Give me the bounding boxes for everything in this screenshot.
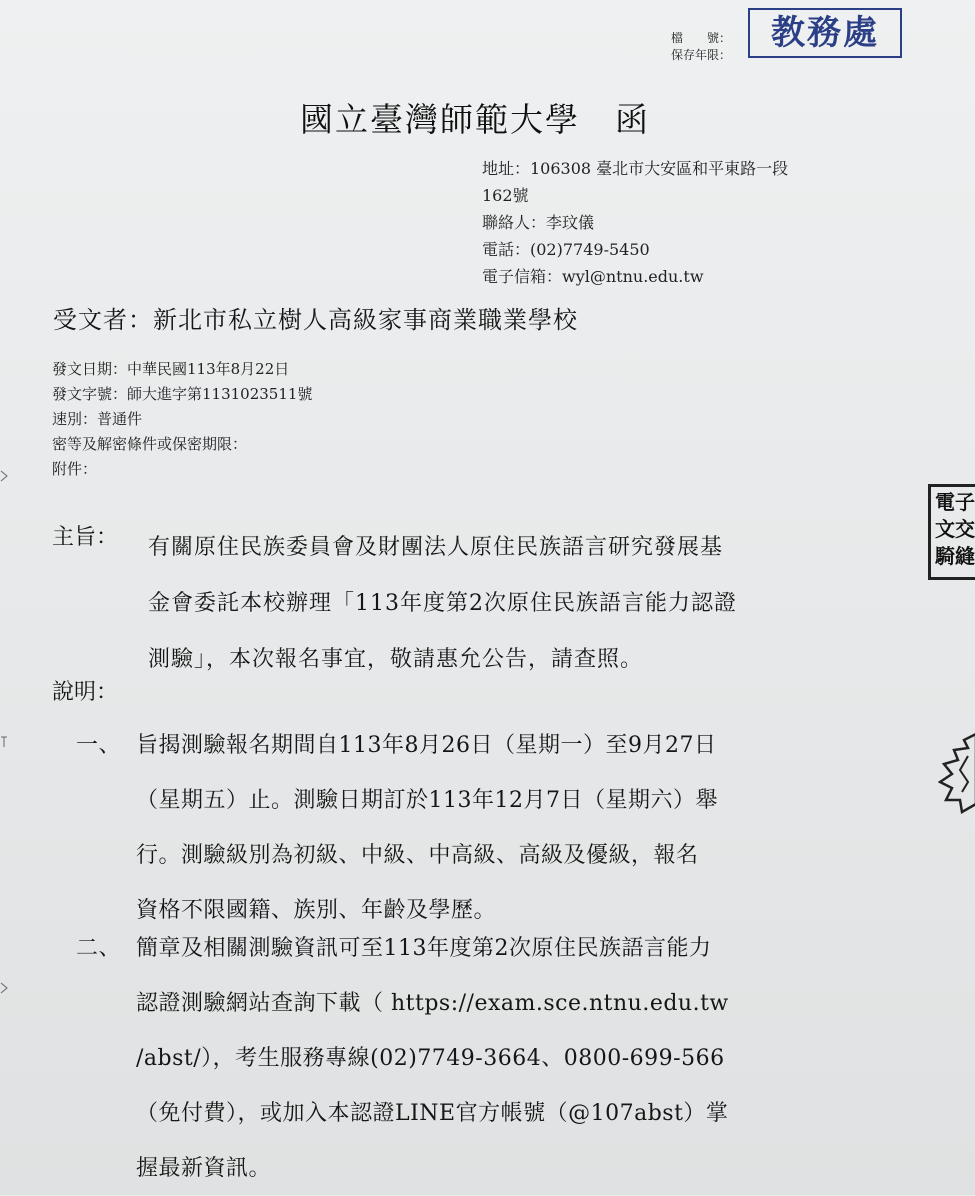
subject-line: 測驗」，本次報名事宜，敬請惠允公告，請查照。: [148, 647, 644, 672]
secrecy-level: 密等及解密條件或保密期限：: [52, 435, 248, 453]
email: 電子信箱：wyl@ntnu.edu.tw: [482, 267, 704, 286]
address-line-2: 162號: [482, 186, 529, 205]
item-line: 握最新資訊。: [136, 1156, 272, 1181]
seam-stamp: [928, 484, 975, 580]
explanation-label: 說明：: [52, 680, 119, 705]
item-body: [136, 718, 718, 938]
phone: 電話：(02)7749-5450: [482, 240, 650, 259]
seam-stamp-line: 騎縫: [935, 544, 975, 568]
item-number: 二、: [76, 936, 122, 961]
item-line: （免付費），或加入本認證LINE官方帳號（@107abst）掌: [136, 1101, 729, 1126]
document-meta: [52, 357, 312, 482]
document-number: 發文字號：師大進字第1131023511號: [52, 385, 313, 403]
filing-labels: [671, 30, 731, 64]
address-line-1: 地址：106308 臺北市大安區和平東路一段: [482, 159, 789, 178]
binding-mark: [0, 982, 8, 997]
retention-label: 保存年限：: [671, 48, 732, 62]
subject-label: 主旨：: [52, 525, 119, 550]
item-line: 行。測驗級別為初級、中級、中高級、高級及優級，報名: [136, 843, 699, 868]
binding-mark: [0, 736, 8, 751]
item-line: （星期五）止。測驗日期訂於113年12月7日（星期六）舉: [136, 788, 718, 813]
document-title: 國立臺灣師範大學 函: [300, 100, 650, 139]
item-number: 一、: [76, 733, 122, 758]
issue-date: 發文日期：中華民國113年8月22日: [52, 360, 290, 378]
delivery-speed: 速別：普通件: [52, 410, 143, 428]
office-stamp: 教務處: [748, 8, 902, 58]
item-line: 認證測驗網站查詢下載（ https://exam.sce.ntnu.edu.tw: [136, 991, 729, 1016]
seam-stamp-line: 電子: [935, 490, 975, 514]
item-line: /abst/），考生服務專線(02)7749-3664、0800-699-566: [136, 1046, 725, 1071]
file-number-label: 檔 號：: [671, 31, 732, 45]
subject-line: 有關原住民族委員會及財團法人原住民族語言研究發展基: [148, 535, 724, 560]
item-line: 旨揭測驗報名期間自113年8月26日（星期一）至9月27日: [136, 733, 717, 758]
recipient: 受文者：新北市私立樹人高級家事商業職業學校: [53, 306, 578, 334]
subject-text: [148, 520, 737, 688]
sender-info: [482, 155, 788, 290]
item-body: [136, 921, 729, 1196]
seal-fragment-icon: [938, 730, 975, 818]
binding-mark: [0, 470, 8, 485]
subject-line: 金會委託本校辦理「113年度第2次原住民族語言能力認證: [148, 591, 737, 616]
item-line: 簡章及相關測驗資訊可至113年度第2次原住民族語言能力: [136, 936, 712, 961]
contact-person: 聯絡人：李玟儀: [482, 213, 595, 232]
attachment: 附件：: [52, 460, 98, 478]
item-line: 資格不限國籍、族別、年齡及學歷。: [136, 898, 497, 923]
seam-stamp-line: 文交: [935, 517, 975, 541]
